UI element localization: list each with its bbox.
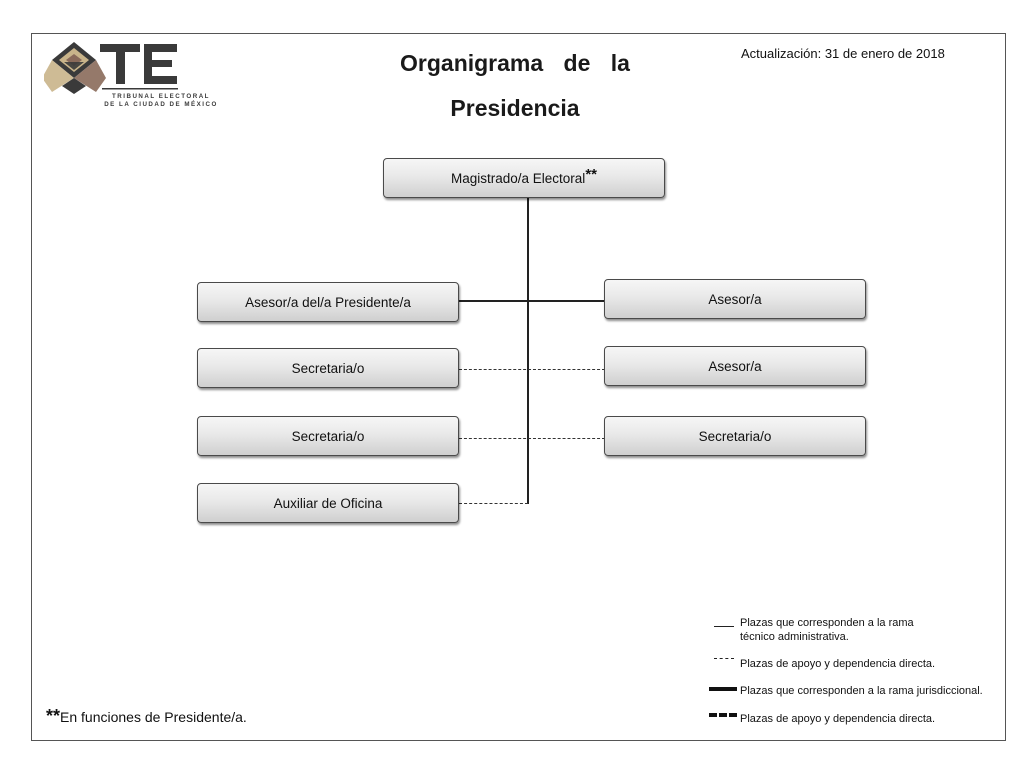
footnote-mark: ** (46, 706, 61, 726)
org-box-secretaria-3 (604, 416, 866, 456)
legend-thick-dashed-swatch (709, 713, 737, 717)
org-box-asesor-1 (604, 279, 866, 319)
tribunal-logo (44, 40, 218, 110)
org-box-asesor-presidente (197, 282, 459, 322)
org-box-label: Asesor/a (708, 291, 762, 307)
legend-item-4: Plazas de apoyo y dependencia directa. (740, 713, 936, 725)
page-title-line2: Presidencia (450, 95, 580, 121)
org-box-label: Asesor/a del/a Presidente/a (245, 294, 411, 310)
dashed-connector-row2 (459, 369, 605, 370)
org-box-secretaria-2 (197, 416, 459, 456)
dashed-connector-row3 (459, 438, 605, 439)
legend-item-2: Plazas de apoyo y dependencia directa. (740, 658, 936, 670)
logo-diamond-mark (44, 40, 184, 100)
legend-thick-solid-swatch (709, 687, 737, 691)
update-date: Actualización: 31 de enero de 2018 (741, 46, 945, 61)
advisor-horizontal-connector (459, 300, 605, 302)
legend-thin-solid-swatch (714, 626, 734, 627)
org-box-magistrado: Magistrado/a Electoral ** (383, 158, 665, 198)
legend-item-1 (740, 616, 914, 644)
dashed-connector-row4 (459, 503, 528, 504)
main-vertical-connector (527, 198, 529, 504)
org-box-auxiliar-oficina (197, 483, 459, 523)
org-box-label: Secretaria/o (698, 428, 772, 444)
footnote-text: En funciones de Presidente/a. (60, 709, 247, 725)
org-box-label: Secretaria/o (291, 428, 365, 444)
logo-text-line2: DE LA CIUDAD DE MÉXICO (104, 101, 218, 108)
legend-item-3: Plazas que corresponden a la rama jurisdiccional. (740, 685, 983, 697)
org-box-asesor-2 (604, 346, 866, 386)
org-box-label: Auxiliar de Oficina (273, 495, 383, 511)
org-box-label: Magistrado/a Electoral (450, 170, 586, 186)
org-box-secretaria-1 (197, 348, 459, 388)
legend-thin-dashed-swatch (714, 658, 734, 659)
footnote (46, 706, 247, 727)
legend-text-line: técnico administrativa. (740, 631, 849, 643)
org-box-label: Secretaria/o (291, 360, 365, 376)
logo-text-line1: TRIBUNAL ELECTORAL (112, 93, 210, 100)
org-box-label: Asesor/a (708, 358, 762, 374)
legend-text-line: Plazas que corresponden a la rama (740, 617, 914, 629)
page-title-line1: Organigrama de la (400, 50, 630, 76)
